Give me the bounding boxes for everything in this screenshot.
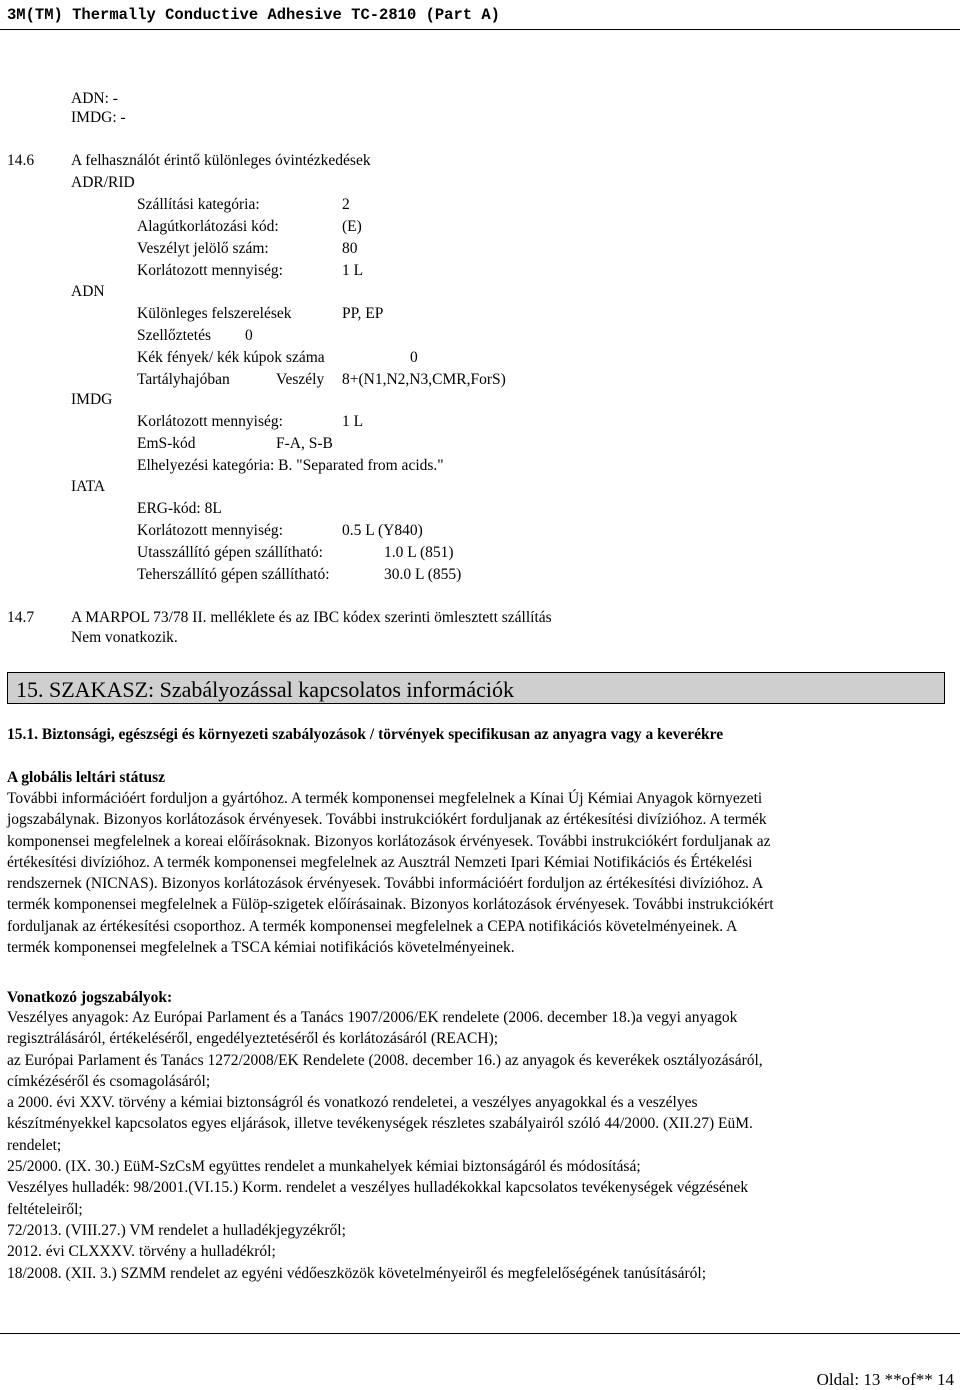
paragraph-line: Veszélyes anyagok: Az Európai Parlament és a Tanács 1907/2006/EK rendelete (2006. december 18.)a vegyi anyagok bbox=[7, 1009, 738, 1026]
paragraph-line: regisztrálásáról, értékeléséről, engedélyeztetéséről és korlátozásáról (REACH); bbox=[7, 1030, 499, 1048]
global-inventory-heading: A globális leltári státusz bbox=[7, 769, 166, 786]
adr-rid-heading: ADR/RID bbox=[71, 174, 135, 191]
imdg-ems-value: F-A, S-B bbox=[276, 435, 333, 452]
paragraph-line: Veszélyes hulladék: 98/2001.(VI.15.) Korm. rendelet a veszélyes hulladékokkal kapcsolatos tevékenységek végzésének bbox=[7, 1179, 749, 1197]
iata-passenger-aircraft-label: Utasszállító gépen szállítható: bbox=[137, 544, 323, 561]
adn-equipment-value: PP, EP bbox=[342, 305, 384, 322]
paragraph-line: rendelet; bbox=[7, 1136, 62, 1154]
relevant-laws-paragraph bbox=[7, 1007, 947, 1284]
paragraph-line: jogszabálynak. Bizonyos korlátozások érvényesek. További instrukciókért forduljanak az értékesítési divízióhoz. A termék bbox=[7, 811, 767, 829]
paragraph-line: a 2000. évi XXV. törvény a kémiai biztonságról és vonatkozó rendeletei, a veszélyes anyagokkal és a veszélyes bbox=[7, 1094, 698, 1112]
iata-erg-code: ERG-kód: 8L bbox=[137, 500, 222, 517]
iata-passenger-aircraft-value: 1.0 L (851) bbox=[384, 544, 454, 561]
paragraph-line: az Európai Parlament és Tanács 1272/2008/EK Rendelete (2008. december 16.) az anyagok és keverékek osztályozásáról, bbox=[7, 1051, 763, 1069]
section-14-7-title: A MARPOL 73/78 II. melléklete és az IBC kódex szerinti ömlesztett szállítás bbox=[71, 609, 552, 626]
adn-ventilation-label: Szellőztetés bbox=[137, 327, 212, 344]
adn-ventilation-value: 0 bbox=[245, 327, 253, 344]
section-15-title: 15. SZAKASZ: Szabályozással kapcsolatos információk bbox=[16, 677, 514, 702]
adr-hazard-number-label: Veszélyt jelölő szám: bbox=[137, 240, 269, 257]
paragraph-line: 2012. évi CLXXXV. törvény a hulladékról; bbox=[7, 1243, 276, 1261]
adr-tunnel-code-label: Alagútkorlátozási kód: bbox=[137, 218, 279, 235]
paragraph-line: rendszernek (NICNAS). Bizonyos korlátozások érvényesek. További információért forduljon az értékesítési divízióhoz. A bbox=[7, 875, 764, 893]
imdg-ems-label: EmS-kód bbox=[137, 435, 196, 452]
iata-cargo-aircraft-label: Teherszállító gépen szállítható: bbox=[137, 566, 330, 583]
imdg-limited-quantity-value: 1 L bbox=[342, 413, 364, 430]
adn-equipment-label: Különleges felszerelések bbox=[137, 305, 292, 322]
paragraph-line: 25/2000. (IX. 30.) EüM-SzCsM együttes rendelet a munkahelyek kémiai biztonságáról és módosításá; bbox=[7, 1158, 641, 1176]
adr-transport-category-label: Szállítási kategória: bbox=[137, 196, 260, 213]
paragraph-line: 18/2008. (XII. 3.) SZMM rendelet az egyéni védőeszközök követelményeiről és megfelelőségének tanúsításáról; bbox=[7, 1264, 706, 1282]
paragraph-line: forduljanak az értékesítési csoporthoz. A termék komponensei megfelelnek a CEPA notifikációs követelményeinek. A bbox=[7, 917, 738, 935]
section-14-7-number: 14.7 bbox=[7, 609, 35, 626]
paragraph-line: termék komponensei megfelelnek a TSCA kémiai notifikációs követelményeinek. bbox=[7, 939, 515, 957]
global-inventory-paragraph bbox=[7, 788, 947, 958]
paragraph-line: 72/2013. (VIII.27.) VM rendelet a hulladékjegyzékről; bbox=[7, 1221, 346, 1239]
adn-tanker-danger-label: Veszély bbox=[276, 371, 325, 388]
document-title: 3M(TM) Thermally Conductive Adhesive TC-2810 (Part A) bbox=[7, 6, 500, 24]
section-14-6-title: A felhasználót érintő különleges óvintézkedések bbox=[71, 152, 371, 169]
adr-tunnel-code-value: (E) bbox=[342, 218, 362, 235]
imdg-line: IMDG: - bbox=[71, 109, 126, 126]
adr-limited-quantity-label: Korlátozott mennyiség: bbox=[137, 262, 283, 279]
adn-blue-cones-label: Kék fények/ kék kúpok száma bbox=[137, 349, 325, 366]
section-15-heading-box bbox=[7, 672, 945, 704]
adn-line: ADN: - bbox=[71, 90, 118, 107]
adn-blue-cones-value: 0 bbox=[410, 349, 418, 366]
paragraph-line: feltételeiről; bbox=[7, 1200, 83, 1218]
adn-heading: ADN bbox=[71, 283, 105, 300]
section-14-7-value: Nem vonatkozik. bbox=[71, 629, 178, 646]
footer-divider bbox=[0, 1333, 960, 1334]
iata-limited-quantity-value: 0.5 L (Y840) bbox=[342, 522, 423, 539]
paragraph-line: készítményekkel kapcsolatos egyes eljárások, illetve tevékenységek részletes szabályairól szóló 44/2000. (XII.27) EüM. bbox=[7, 1115, 753, 1133]
section-15-1-title: 15.1. Biztonsági, egészségi és környezeti szabályozások / törvények specifikusan az anyagra vagy a keverékre bbox=[7, 726, 724, 743]
imdg-stowage-category: Elhelyezési kategória: B. "Separated from acids." bbox=[137, 457, 444, 474]
adn-tanker-value: 8+(N1,N2,N3,CMR,ForS) bbox=[342, 371, 506, 388]
iata-limited-quantity-label: Korlátozott mennyiség: bbox=[137, 522, 283, 539]
relevant-laws-heading: Vonatkozó jogszabályok: bbox=[7, 989, 173, 1006]
document-header bbox=[0, 0, 960, 30]
imdg-heading: IMDG bbox=[71, 391, 113, 408]
page-number: Oldal: 13 **of** 14 bbox=[816, 1370, 954, 1389]
adn-tanker-label: Tartályhajóban bbox=[137, 371, 230, 388]
adr-transport-category-value: 2 bbox=[342, 196, 350, 213]
paragraph-line: címkézéséről és csomagolásáról; bbox=[7, 1072, 211, 1090]
imdg-limited-quantity-label: Korlátozott mennyiség: bbox=[137, 413, 283, 430]
adr-limited-quantity-value: 1 L bbox=[342, 262, 364, 279]
paragraph-line: komponensei megfelelnek a koreai előírásoknak. Bizonyos korlátozások érvényesek. További instrukciókért forduljanak az bbox=[7, 832, 771, 850]
iata-cargo-aircraft-value: 30.0 L (855) bbox=[384, 566, 462, 583]
adr-hazard-number-value: 80 bbox=[342, 240, 358, 257]
iata-heading: IATA bbox=[71, 478, 106, 495]
paragraph-line: termék komponensei megfelelnek a Fülöp-szigetek előírásainak. Bizonyos korlátozások érvényesek. További instrukciókért bbox=[7, 896, 774, 914]
paragraph-line: További információért forduljon a gyártóhoz. A termék komponensei megfelelnek a Kínai Új Kémiai Anyagok környezeti bbox=[7, 790, 763, 807]
section-14-6-number: 14.6 bbox=[7, 152, 35, 169]
paragraph-line: értékesítési divízióhoz. A termék komponensei megfelelnek az Ausztrál Nemzeti Ipari Kémiai Notifikációs és Értékelési bbox=[7, 853, 753, 871]
